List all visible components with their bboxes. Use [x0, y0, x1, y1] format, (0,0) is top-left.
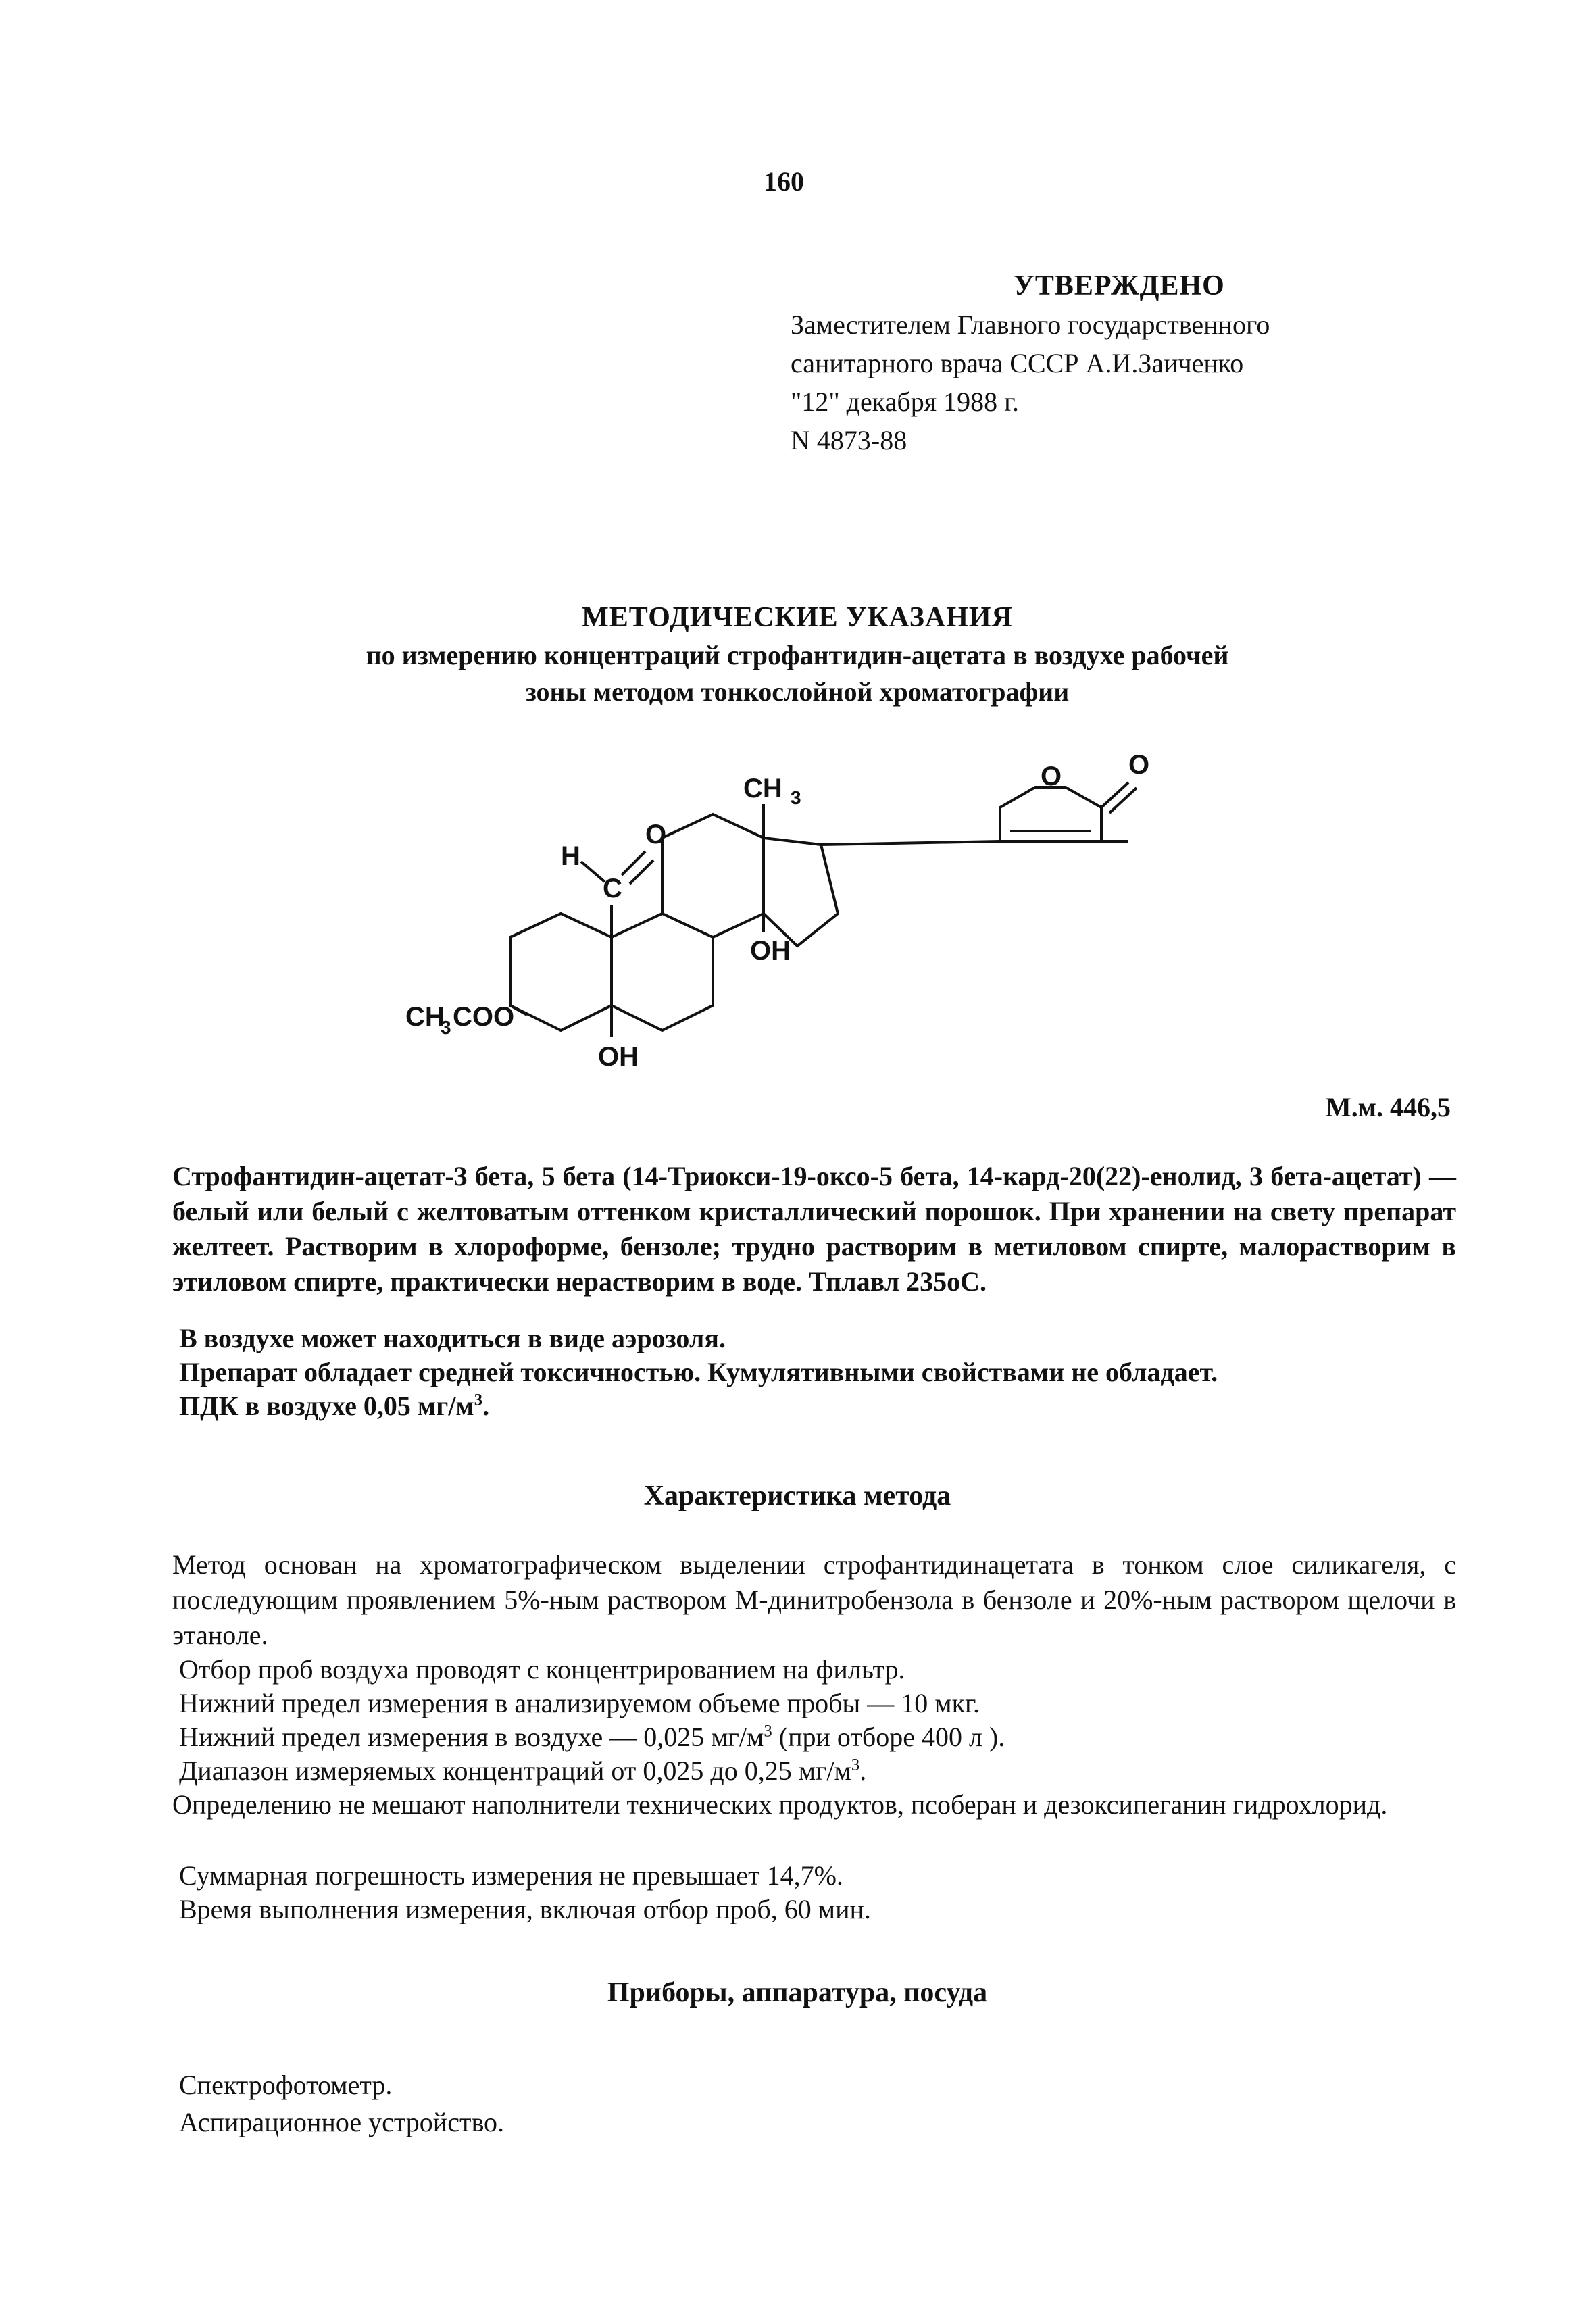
title-sub: по измерению концентраций строфантидин-ацетата в воздухе рабочей	[366, 640, 1229, 670]
mac-sup: 3	[474, 1391, 483, 1410]
description-line: В воздухе может находиться в виде аэрозоля.	[179, 1323, 726, 1353]
atom-ch: CH	[405, 1002, 445, 1032]
approval-block	[791, 267, 1270, 459]
mac-line	[179, 1389, 1456, 1424]
skeleton-bonds	[510, 782, 1137, 1037]
method-line	[179, 1720, 1456, 1755]
approval-heading: УТВЕРЖДЕНО	[1014, 270, 1225, 301]
section-title: Приборы, аппаратура, посуда	[607, 1977, 988, 2008]
approval-line: санитарного врача СССР А.И.Заиченко	[791, 348, 1244, 378]
method-line: Время выполнения измерения, включая отбор проб, 60 мин.	[179, 1894, 871, 1924]
approval-date: "12" декабря 1988 г.	[791, 387, 1019, 417]
method-line: Нижний предел измерения в анализируемом объеме пробы — 10 мкг.	[179, 1688, 980, 1718]
atom-oh: OH	[598, 1042, 639, 1072]
equipment-item: Спектрофотометр.	[179, 2070, 393, 2100]
atom-o: O	[1128, 750, 1150, 780]
method-text: Диапазон измеряемых концентраций от 0,025 до 0,25 мг/м	[179, 1756, 851, 1786]
atom-sub: 3	[441, 1017, 451, 1038]
document-title	[135, 598, 1460, 710]
title-main: МЕТОДИЧЕСКИЕ УКАЗАНИЯ	[582, 602, 1013, 633]
structural-formula	[378, 737, 1230, 1115]
atom-oh: OH	[750, 936, 791, 966]
atom-o: O	[1041, 762, 1062, 791]
method-suffix: .	[859, 1756, 867, 1786]
section-title: Характеристика метода	[643, 1480, 951, 1512]
atom-sub: 3	[791, 787, 801, 808]
molecular-weight: М.м. 446,5	[1326, 1092, 1451, 1122]
atom-coo: COO	[453, 1002, 515, 1032]
approval-number: N 4873-88	[791, 425, 907, 455]
title-sub: зоны методом тонкослойной хроматографии	[525, 676, 1070, 707]
description-line: Препарат обладает средней токсичностью. Кумулятивными свойствами не обладает.	[179, 1357, 1218, 1387]
approval-line: Заместителем Главного государственного	[791, 309, 1270, 340]
method-sup: 3	[764, 1722, 772, 1741]
method-suffix: (при отборе 400 л ).	[772, 1722, 1005, 1752]
atom-o: O	[645, 820, 667, 849]
atom-h: H	[561, 841, 580, 871]
method-line: Суммарная погрешность измерения не превышает 14,7%.	[179, 1860, 843, 1891]
mac-text: ПДК в воздухе 0,05 мг/м	[179, 1391, 474, 1421]
equipment-item: Аспирационное устройство.	[179, 2107, 505, 2137]
description-paragraph: Строфантидин-ацетат-3 бета, 5 бета (14-Триокси-19-оксо-5 бета, 14-кард-20(22)-енолид, 3 бета-ацетат) — белый или белый с желтоватым оттенком кристаллический порошок. При хранении на свету препарат желтеет. Растворим в хлороформе, бензоле; трудно растворим в метиловом спирте, малорастворим в этиловом спирте, практически нерастворим в воде. Тплавл 235оС.	[172, 1161, 1456, 1297]
method-paragraph: Метод основан на хроматографическом выделении строфантидинацетата в тонком слое силикагеля, с последующим проявлением 5%-ным раствором М-динитробензола в бензоле и 20%-ным раствором щелочи в этаноле.	[172, 1549, 1456, 1650]
method-line	[179, 1753, 1456, 1789]
method-sup: 3	[851, 1756, 860, 1774]
method-text: Нижний предел измерения в воздухе — 0,025 мг/м	[179, 1722, 764, 1752]
method-line: Отбор проб воздуха проводят с концентрированием на фильтр.	[179, 1654, 905, 1685]
atom-ch: CH	[743, 774, 782, 803]
mac-suffix: .	[482, 1391, 490, 1421]
method-paragraph: Определению не мешают наполнители технических продуктов, псоберан и дезоксипеганин гидрохлорид.	[172, 1789, 1388, 1820]
atom-c: C	[603, 874, 622, 903]
page-number: 160	[764, 166, 804, 197]
